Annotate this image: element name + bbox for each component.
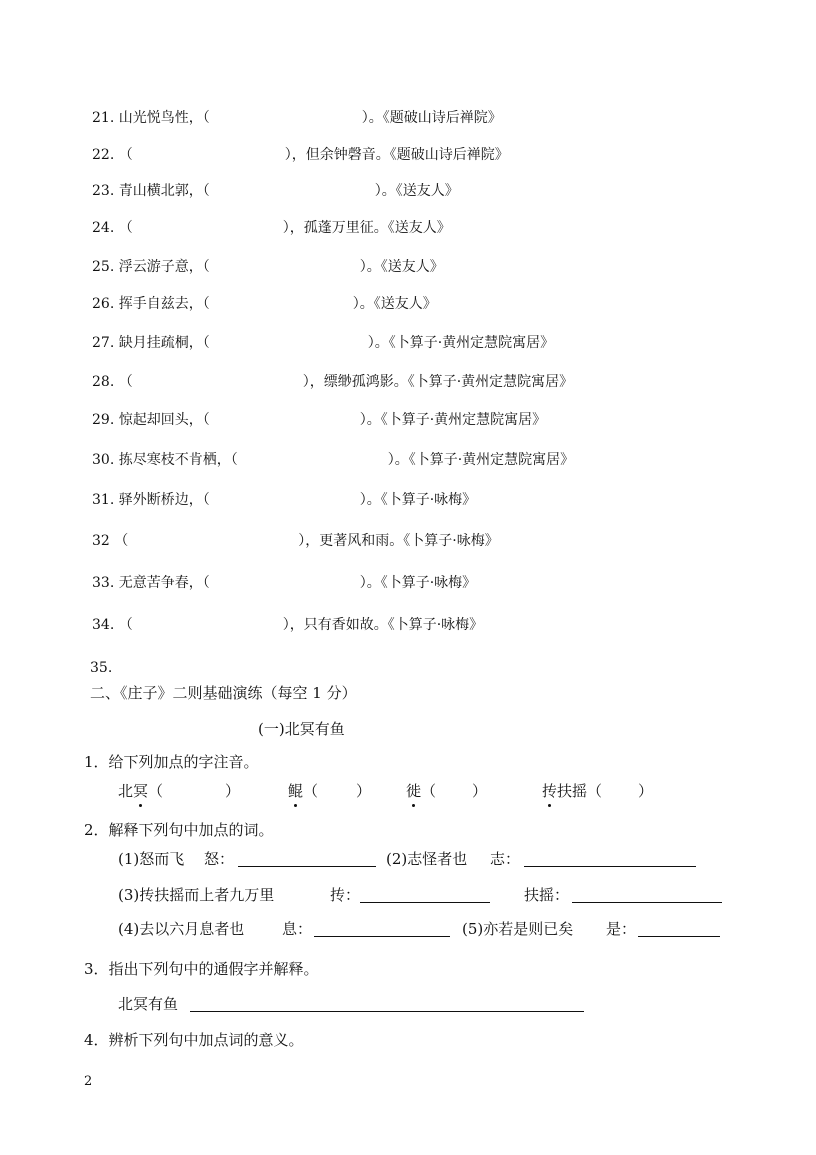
answer-line[interactable]: [360, 902, 490, 903]
q2-sentence-2: (2)志怪者也: [386, 850, 468, 868]
fill-item-26: 26. 挥手自兹去，（ ）。《送友人》: [92, 296, 437, 312]
fill-item-22: 22. （ ），但余钟磬音。《题破山诗后禅院》: [92, 147, 509, 163]
answer-line[interactable]: [314, 936, 450, 937]
q2-sentence-3: (3)抟扶摇而上者九万里: [118, 886, 275, 904]
q2-sentence-1: (1)怒而飞: [118, 850, 185, 868]
fill-item-24: 24. （ ），孤蓬万里征。《送友人》: [92, 220, 451, 236]
fill-item-30: 30. 拣尽寒枝不肯栖，（ ）。《卜算子·黄州定慧院寓居》: [92, 452, 575, 468]
q1-pinyin-beiming: 北冥（ ）: [118, 782, 241, 800]
fill-item-29: 29. 惊起却回头，（ ）。《卜算子·黄州定慧院寓居》: [92, 412, 547, 428]
emphasis-dot-icon: [133, 780, 148, 802]
section-subheading: (一)北冥有鱼: [258, 720, 345, 738]
fill-item-34: 34. （ ），只有香如故。《卜算子·咏梅》: [92, 617, 484, 633]
fill-item-27: 27. 缺月挂疏桐，（ ）。《卜算子·黄州定慧院寓居》: [92, 335, 555, 351]
page-number: 2: [84, 1074, 93, 1089]
q2-sentence-6: (5)亦若是则已矣: [462, 920, 574, 938]
section-heading: 二、《庄子》二则基础演练（每空 1 分）: [90, 684, 357, 702]
fill-item-33: 33. 无意苦争春，（ ）。《卜算子·咏梅》: [92, 575, 477, 591]
answer-line[interactable]: [572, 902, 722, 903]
q2-key-4: 扶摇：: [524, 886, 570, 904]
q3-sentence: 北冥有鱼: [118, 995, 179, 1013]
emphasis-dot-icon: [288, 780, 303, 802]
q2-key-3: 抟：: [330, 886, 361, 904]
question-1-title: 1．给下列加点的字注音。: [84, 753, 259, 771]
fill-item-32: 32 （ ），更著风和雨。《卜算子·咏梅》: [92, 533, 499, 549]
answer-line[interactable]: [524, 866, 696, 867]
fill-item-21: 21. 山光悦鸟性，（ ）。《题破山诗后禅院》: [92, 110, 502, 126]
question-2-title: 2．解释下列句中加点的词。: [84, 821, 274, 839]
emphasis-dot-icon: [542, 780, 557, 802]
q2-key-6: 是：: [606, 920, 637, 938]
fill-item-25: 25. 浮云游子意，（ ）。《送友人》: [92, 259, 444, 275]
q1-pinyin-tuan: 抟扶摇（ ）: [542, 782, 654, 800]
q2-sentence-5: (4)去以六月息者也: [118, 920, 245, 938]
q1-pinyin-xi: 徙（ ）: [406, 782, 488, 800]
q2-key-5: 息：: [282, 920, 313, 938]
q2-key-1: 怒：: [204, 850, 235, 868]
question-3-title: 3．指出下列句中的通假字并解释。: [84, 960, 319, 978]
answer-line[interactable]: [190, 1011, 584, 1012]
q2-key-2: 志：: [490, 850, 521, 868]
question-4-title: 4．辨析下列句中加点词的意义。: [84, 1031, 304, 1049]
q1-pinyin-kun: 鲲（ ）: [288, 782, 372, 800]
answer-line[interactable]: [638, 936, 720, 937]
fill-item-23: 23. 青山横北郭，（ ）。《送友人》: [92, 183, 459, 199]
answer-line[interactable]: [238, 866, 376, 867]
fill-item-35-label: 35.: [90, 660, 113, 676]
fill-item-28: 28. （ ），缥缈孤鸿影。《卜算子·黄州定慧院寓居》: [92, 374, 574, 390]
emphasis-dot-icon: [406, 780, 421, 802]
fill-item-31: 31. 驿外断桥边，（ ）。《卜算子·咏梅》: [92, 492, 477, 508]
